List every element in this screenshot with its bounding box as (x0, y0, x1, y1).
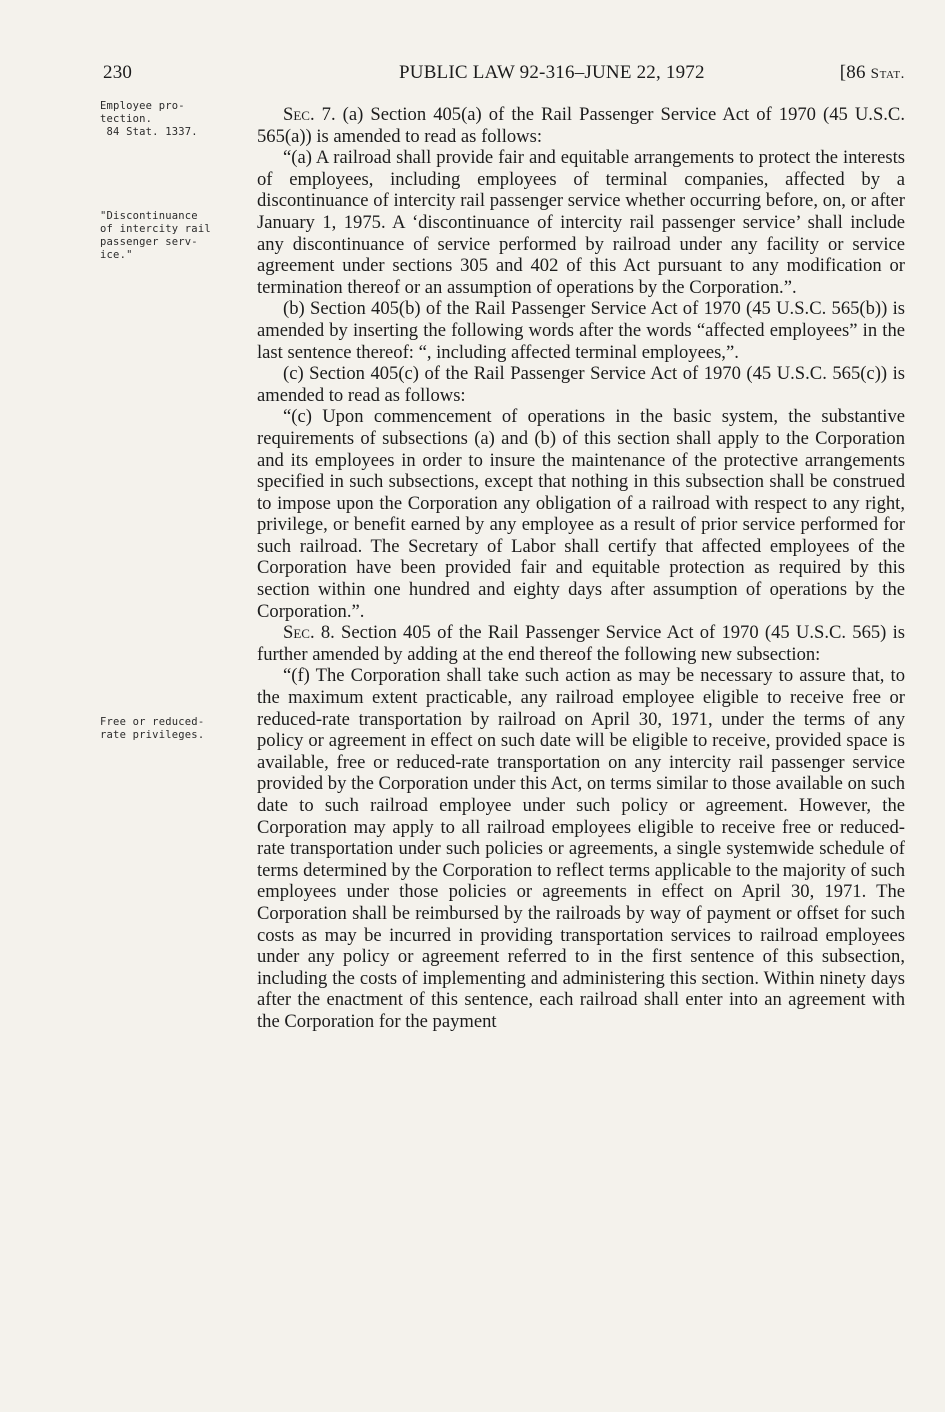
paragraph-quoted-a (257, 147, 905, 298)
paragraph-sec-7b (257, 298, 905, 363)
running-title: PUBLIC LAW 92-316–JUNE 22, 1972 (399, 62, 705, 83)
statute-volume: [86 (839, 62, 866, 83)
statute-reference (840, 62, 905, 84)
margin-note-employee-protection: Employee pro- tection. 84 Stat. 1337. (100, 100, 198, 138)
paragraph-text: “(c) Upon commencement of operations in the basic system, the substantive requirements of subsections (a) and (b) of this section shall apply to the Corporation and its employees in order to insure the maintenance of the protective arrangements specified in such subsections, except that nothing in this subsection shall be construed to impose upon the Corporation any obligation of a railroad with respect to any right, privilege, or benefit earned by any employee as a result of prior service performed for such railroad. The Secretary of Labor shall certify that affected employees of the Corporation have been provided fair and equitable protection as required by this section within one hundred and eighty days after assumption of operations by the Corporation.”. (257, 406, 905, 622)
paragraph-text: (c) Section 405(c) of the Rail Passenger Service Act of 1970 (45 U.S.C. 565(c)) is amended to read as follows: (257, 363, 905, 406)
section-lead: Sec. 8. (283, 622, 335, 644)
paragraph-sec-8 (257, 622, 905, 665)
page-header (103, 62, 905, 90)
margin-note-free-reduced-rate: Free or reduced- rate privileges. (100, 716, 205, 741)
paragraph-quoted-f (257, 665, 905, 1032)
paragraph-text: (a) Section 405(a) of the Rail Passenger Service Act of 1970 (45 U.S.C. 565(a)) is amended to read as follows: (257, 104, 905, 147)
paragraph-sec-7c (257, 363, 905, 406)
paragraph-text: “(a) A railroad shall provide fair and equitable arrangements to protect the interests of employees, including employees of terminal companies, affected by a discontinuance of intercity rail passenger service whether occurring before, on, or after January 1, 1975. A ‘discontinuance of intercity rail passenger service’ shall include any discontinuance of service performed by railroad under any facility or service agreement under sections 305 and 402 of this Act pursuant to any modification or termination thereof or an assumption of operations by the Corporation.”. (257, 147, 905, 298)
paragraph-text: Section 405 of the Rail Passenger Service Act of 1970 (45 U.S.C. 565) is further amended by adding at the end thereof the following new subsection: (257, 622, 905, 665)
paragraph-text: (b) Section 405(b) of the Rail Passenger Service Act of 1970 (45 U.S.C. 565(b)) is amended by inserting the following words after the words “affected employees” in the last sentence thereof: “, including affected terminal employees,”. (257, 298, 905, 363)
paragraph-sec-7a (257, 104, 905, 147)
page-number: 230 (103, 62, 133, 83)
paragraph-quoted-c (257, 406, 905, 622)
section-lead: Sec. 7. (283, 104, 336, 125)
margin-note-discontinuance: "Discontinuance of intercity rail passenger serv- ice." (100, 210, 211, 261)
paragraph-text: “(f) The Corporation shall take such action as may be necessary to assure that, to the maximum extent practicable, any railroad employee eligible to receive free or reduced-rate transportation by railroad on April 30, 1971, under the terms of any policy or agreement in effect on such date will be eligible to receive, provided space is available, free or reduced-rate transportation on any intercity rail passenger service provided by the Corporation under this Act, on terms similar to those available on such date to such railroad employee under such policy or agreement. However, the Corporation may apply to all railroad employees eligible to receive free or reduced-rate transportation under such policies or agreements, a single systemwide schedule of terms determined by the Corporation to reflect terms applicable to the majority of such employees under those policies or agreements in effect on April 30, 1971. The Corporation shall be reimbursed by the railroads by way of payment or offset for such costs as may be incurred in providing transportation services to railroad employees under any policy or agreement referred to in the first sentence of this subsection, including the costs of implementing and administering this section. Within ninety days after the enactment of this sentence, each railroad shall enter into an agreement with the Corporation for the payment (257, 665, 905, 1032)
statute-label: Stat. (870, 66, 905, 82)
body-text (257, 104, 905, 1033)
